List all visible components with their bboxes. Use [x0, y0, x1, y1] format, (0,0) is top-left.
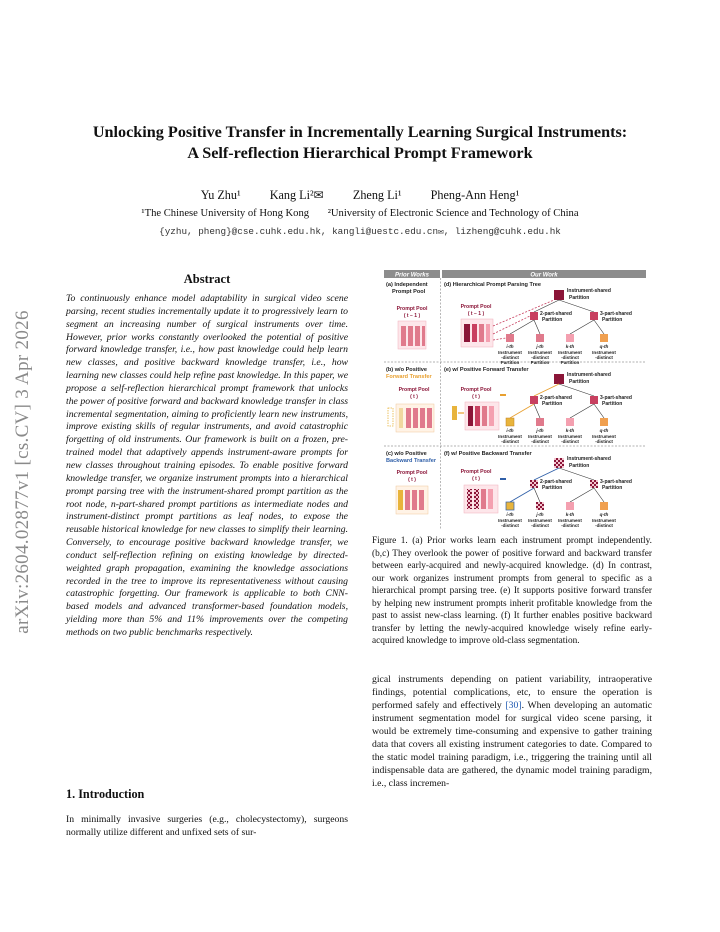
our-work-label: Our Work: [530, 272, 558, 279]
leaf-node: [566, 418, 574, 426]
leaf-node: [600, 418, 608, 426]
leaf-label: Instrument: [558, 434, 582, 439]
leaf-label: -distinct: [531, 355, 549, 360]
leaf-label: Instrument: [592, 434, 616, 439]
prompt-pool-label: Prompt Pool: [460, 469, 492, 475]
figure-caption: Figure 1. (a) Prior works learn each instrument prompt independently. (b,c) They overlook the power of positive forward and backward transfer between early-acquired and newly-acquired knowledge. (d) In contrast, our work organizes instrument prompts from general to specific as a hierarchical prompt parsing tree. (e) It supports positive forward transfer by helping new instrument prompts inherit profitable knowledge from the past to assist new-class learning. (f) It further enables positive backward transfer by letting the newly-acquired knowledge wisely refine early-acquired knowledge to improve old-class segmentation.: [372, 536, 652, 646]
tree-edge: [570, 404, 594, 418]
affiliation: ²University of Electronic Science and Technology of China: [327, 208, 579, 219]
leaf-node: [506, 502, 514, 510]
leaf-label: Partition: [560, 360, 580, 365]
prompt-bar: [482, 406, 487, 426]
leaf-label: k-th: [565, 344, 575, 349]
leaf-label: i-th: [506, 512, 514, 517]
prompt-bar: [468, 406, 473, 426]
abstract-text: To continuously enhance model adaptability in surgical video scene parsing, recent studies incrementally update it to progressively learn to segment an increasing number of surgical instruments over time. However, prior works constantly overlooked the potential of positive forward knowledge transfer, i.e., how past knowledge could help learn new classes, and positive backward knowledge transfer, i.e., how learning new classes could help refine past knowledge. In this paper, we propose a self-reflection hierarchical prompt framework that unlocks the power of positive forward and backward knowledge transfer in class incremental segmentation, aiming to proficiently learn new instruments, improve existing skills of regular instruments, and avoid catastrophic forgetting of old instruments. Our framework is built on a frozen, pre-trained model that adaptively appends instrument-aware prompts for new classes throughout training episodes. To enable positive forward knowledge transfer, we organize instrument prompts into a hierarchical prompt parsing tree with the instrument-shared prompt partition as the root node, n-part-shared prompt partitions as intermediate nodes and instrument-distinct prompt partitions as leaf nodes, to expose the reusable historical knowledge for new classes to simplify their learning. Conversely, to encourage positive backward knowledge transfer, we conduct self-reflection refining on existing knowledge by directed-weighted graph propagation, examining the knowledge associations recorded in the tree to improve its representativeness without causing catastrophic forgetting. Our framework is applicable to both CNN-based models and advanced transformer-based foundation models, yielding more than 5% and 11% improvements over the competing methods on two public benchmarks respectively.: [66, 293, 348, 638]
prompt-bar: [419, 490, 424, 510]
affiliations: [60, 208, 660, 219]
panel-b-title-2: Forward Transfer: [386, 374, 432, 380]
title-line-1: Unlocking Positive Transfer in Incrementally Learning Surgical Instruments:: [92, 123, 628, 141]
prompt-bar: [420, 408, 425, 428]
prompt-pool-time: ( t − 1 ): [467, 311, 485, 317]
leaf-label: k-th: [565, 512, 575, 517]
panel-b-title-1: (b) w/o Positive: [386, 367, 428, 373]
tree-edge: [534, 404, 540, 418]
node-2-label-1: 2-part-shared: [540, 479, 572, 485]
leaf-node: [566, 334, 574, 342]
tree-edge: [570, 320, 594, 334]
node-3-part: [590, 396, 598, 404]
prompt-bar: [488, 489, 493, 509]
prompt-bar: [398, 490, 403, 510]
tree-link: [493, 338, 506, 340]
node-3-part: [590, 312, 598, 320]
tree-edge: [534, 320, 540, 334]
panel-c-title-1: (c) w/o Positive: [386, 451, 427, 457]
tree-edge: [534, 488, 540, 502]
prompt-bar: [479, 324, 484, 342]
prompt-pool-label: Prompt Pool: [396, 470, 428, 476]
leaf-node: [506, 418, 514, 426]
root-node: [554, 374, 564, 384]
leaf-label: i-th: [506, 428, 514, 433]
prompt-bar: [412, 490, 417, 510]
new-prompt-slot: [388, 408, 393, 426]
leaf-label: j-th: [536, 428, 544, 433]
root-label-1: Instrument-shared: [567, 288, 611, 294]
leaf-label: i-th: [506, 344, 514, 349]
prompt-bar: [399, 408, 403, 428]
leaf-label: Instrument: [558, 518, 582, 523]
leaf-node: [600, 502, 608, 510]
leaf-node: [566, 502, 574, 510]
right-column-paragraph: [372, 673, 652, 790]
leaf-label: Instrument: [528, 518, 552, 523]
arxiv-sidebar-stamp: [10, 262, 36, 682]
paragraph-text: gical instruments depending on patient variability, intraoperative findings, potential complications, etc, to ensure the operation is performed safely and effectively: [372, 674, 652, 711]
prompt-pool-label: Prompt Pool: [460, 387, 492, 393]
root-node: [554, 458, 564, 468]
prompt-bar: [415, 326, 420, 346]
intro-paragraph: In minimally invasive surgeries (e.g., cholecystectomy), surgeons normally utilize different and unfixed sets of sur-: [66, 814, 348, 838]
leaf-label: -distinct: [531, 439, 549, 444]
figure-1-diagram: [384, 270, 646, 530]
panel-e-title: (e) w/ Positive Forward Transfer: [444, 367, 529, 373]
node-3-label-2: Partition: [602, 485, 623, 491]
affiliation: ¹The Chinese University of Hong Kong: [141, 208, 310, 219]
prompt-pool-label: Prompt Pool: [396, 306, 428, 312]
root-label-1: Instrument-shared: [567, 372, 611, 378]
root-node: [554, 290, 564, 300]
root-label-2: Partition: [569, 463, 590, 469]
leaf-label: q-th: [599, 428, 609, 433]
leaf-label: -distinct: [561, 355, 579, 360]
prompt-bar: [405, 490, 410, 510]
node-3-label-2: Partition: [602, 401, 623, 407]
leaf-node: [536, 502, 544, 510]
root-label-2: Partition: [569, 295, 590, 301]
leaf-label: k-th: [565, 428, 575, 433]
node-3-part: [590, 480, 598, 488]
leaf-label: Instrument: [592, 518, 616, 523]
leaf-label: Instrument: [528, 350, 552, 355]
prompt-pool-label: Prompt Pool: [460, 304, 492, 310]
leaf-label: Instrument: [558, 350, 582, 355]
leaf-label: Partition: [530, 360, 550, 365]
tree-edge: [510, 320, 534, 334]
prompt-bar: [427, 408, 432, 428]
leaf-label: Partition: [500, 360, 520, 365]
leaf-label: -distinct: [595, 439, 613, 444]
prompt-pool-time: ( t ): [472, 394, 480, 400]
leaf-label: Instrument: [592, 350, 616, 355]
node-2-label-2: Partition: [542, 317, 563, 323]
panel-f-title: (f) w/ Positive Backward Transfer: [444, 451, 532, 457]
prompt-bar: [422, 326, 425, 346]
node-3-label-1: 3-part-shared: [600, 479, 632, 485]
panel-c-title-2: Backward Transfer: [386, 458, 437, 464]
leaf-node: [506, 334, 514, 342]
panel-a-title-2: Prompt Pool: [392, 289, 426, 295]
leaf-label: -distinct: [595, 355, 613, 360]
author: Yu Zhu¹: [200, 188, 241, 202]
paper-title: [60, 122, 660, 164]
node-3-label-1: 3-part-shared: [600, 311, 632, 317]
author-list: [60, 188, 660, 203]
root-label-2: Partition: [569, 379, 590, 385]
arxiv-id: arXiv:2604.02877v1 [cs.CV] 3 Apr 2026: [12, 310, 33, 634]
node-2-label-2: Partition: [542, 401, 563, 407]
tree-edge: [510, 488, 534, 502]
leaf-label: j-th: [536, 344, 544, 349]
prompt-bar: [401, 326, 406, 346]
prompt-bar: [406, 408, 411, 428]
title-line-2: A Self-reflection Hierarchical Prompt Framework: [187, 144, 533, 162]
tree-edge: [510, 404, 534, 418]
leaf-label: -distinct: [501, 523, 519, 528]
leaf-label: -distinct: [561, 523, 579, 528]
node-2-label-1: 2-part-shared: [540, 311, 572, 317]
new-prompt: [452, 406, 457, 420]
paragraph-text: . When developing an automatic instrument segmentation model for surgical video scene parsing, it would be extremely time-consuming and expensive to gather training data that covers all existing instrument categories to date. Compared to the static model training paradigm, i.e., triggering the training until all indispensable data are gathered, the dynamic model training paradigm, i.e., class incremen-: [372, 700, 653, 789]
panel-d-title: (d) Hierarchical Prompt Parsing Tree: [444, 282, 541, 288]
node-2-label-2: Partition: [542, 485, 563, 491]
leaf-label: -distinct: [501, 355, 519, 360]
node-2-part: [530, 312, 538, 320]
node-2-label-1: 2-part-shared: [540, 395, 572, 401]
leaf-label: -distinct: [531, 523, 549, 528]
root-label-1: Instrument-shared: [567, 456, 611, 462]
prompt-bar: [474, 489, 479, 509]
prompt-bar: [472, 324, 477, 342]
abstract-heading: Abstract: [183, 272, 231, 286]
prompt-pool-time: ( t − 1 ): [403, 313, 421, 319]
prior-works-label: Prior Works: [395, 272, 429, 279]
tree-edge: [570, 488, 594, 502]
leaf-label: q-th: [599, 344, 609, 349]
prompt-bar: [475, 406, 480, 426]
leaf-label: j-th: [536, 512, 544, 517]
panel-a-title-1: (a) Independent: [386, 282, 428, 288]
leaf-label: q-th: [599, 512, 609, 517]
prompt-bar: [486, 324, 490, 342]
leaf-node: [536, 334, 544, 342]
leaf-label: Instrument: [498, 434, 522, 439]
leaf-node: [600, 334, 608, 342]
section-heading-introduction: 1. Introduction: [66, 787, 145, 801]
author: Pheng-Ann Heng¹: [430, 188, 520, 202]
prompt-bar: [464, 324, 470, 342]
leaf-label: Instrument: [498, 350, 522, 355]
node-2-part: [530, 396, 538, 404]
prompt-bar: [413, 408, 418, 428]
author-emails: {yzhu, pheng}@cse.cuhk.edu.hk, kangli@uestc.edu.cn✉, lizheng@cuhk.edu.hk: [159, 226, 561, 237]
prompt-pool-label: Prompt Pool: [398, 387, 430, 393]
leaf-label: -distinct: [595, 523, 613, 528]
leaf-label: -distinct: [561, 439, 579, 444]
prompt-pool-time: ( t ): [410, 394, 418, 400]
node-3-label-2: Partition: [602, 317, 623, 323]
leaf-node: [536, 418, 544, 426]
leaf-label: Instrument: [498, 518, 522, 523]
prompt-bar: [481, 489, 486, 509]
author: Kang Li²✉: [269, 188, 324, 202]
tree-link: [493, 316, 530, 334]
leaf-label: Instrument: [528, 434, 552, 439]
prompt-pool-time: ( t ): [408, 477, 416, 483]
node-3-label-1: 3-part-shared: [600, 395, 632, 401]
node-2-part: [530, 480, 538, 488]
prompt-pool-time: ( t ): [472, 476, 480, 482]
author: Zheng Li¹: [352, 188, 402, 202]
citation-link[interactable]: [30]: [505, 700, 522, 711]
prompt-bar: [489, 406, 494, 426]
prompt-bar: [408, 326, 413, 346]
leaf-label: -distinct: [501, 439, 519, 444]
prompt-bar: [467, 489, 472, 509]
